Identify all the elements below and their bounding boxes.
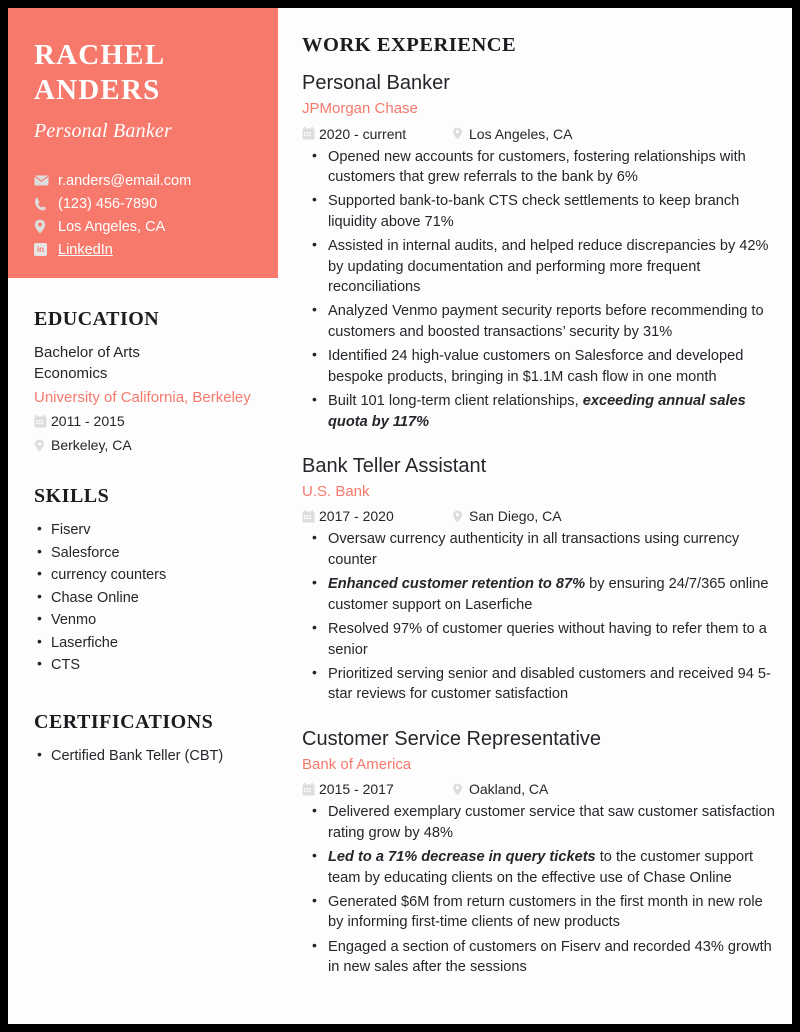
calendar-icon [302,127,319,140]
list-item: • Supported bank-to-bank CTS check settlements to keep branch liquidity above 71% [302,191,780,232]
work-experience-heading: WORK EXPERIENCE [302,34,517,56]
list-item: • Generated $6M from return customers in the first month in new role by informing first-time clients of new products [302,892,780,933]
certifications-list [34,745,252,767]
list-item [302,847,780,888]
linkedin-icon: in [34,243,53,256]
certifications-heading: CERTIFICATIONS [34,710,214,733]
job-title: Customer Service Representative [302,727,602,750]
list-item: • Prioritized serving senior and disabled customers and received 94 5-star reviews for customer satisfaction [302,664,780,705]
job-meta [302,779,780,799]
contact-location [34,216,252,238]
job-dates: 2020 - current [319,125,407,142]
resume-page [8,8,792,1024]
work-experience-section [302,8,780,1000]
list-item: • Venmo [34,609,252,631]
job-entry [302,454,780,705]
list-item: • Assisted in internal audits, and helped reduce discrepancies by 42% by updating documentation and performing more frequent reconciliations [302,236,780,297]
education-location: Berkeley, CA [51,437,132,454]
first-name: RACHEL [34,39,166,71]
contact-email-text: r.anders@email.com [58,172,192,189]
bullet-emphasis: Enhanced customer retention to 87% [328,576,586,593]
list-item: • Engaged a section of customers on Fiserv and recorded 43% growth in new sales after the sessions [302,937,780,978]
education-dates-row [34,411,252,431]
job-bullets [302,802,780,977]
education-dates: 2011 - 2015 [51,413,125,430]
contact-phone[interactable] [34,193,252,215]
list-item: • Chase Online [34,587,252,609]
headline: Personal Banker [34,119,172,142]
bullet-lead: Built 101 long-term client relationships, [328,393,583,410]
envelope-icon [34,175,53,186]
job-meta [302,506,780,526]
location-pin-icon [34,439,51,452]
job-location: Oakland, CA [469,781,549,798]
list-item [302,391,780,432]
job-company: JPMorgan Chase [302,100,418,117]
job-entry [302,71,780,432]
location-pin-icon [452,783,469,796]
job-entry [302,727,780,978]
certifications-section [34,711,252,767]
contact-phone-text: (123) 456-7890 [58,195,158,212]
list-item: • Oversaw currency authenticity in all transactions using currency counter [302,529,780,570]
list-item: • Certified Bank Teller (CBT) [34,745,252,767]
sidebar [8,8,278,1024]
contact-linkedin[interactable] [34,239,252,261]
list-item: • CTS [34,654,252,676]
job-company: U.S. Bank [302,482,370,500]
job-meta [302,124,780,144]
education-degree-line1: Bachelor of Arts [34,344,140,361]
calendar-icon [302,783,319,796]
location-pin-icon [34,219,53,234]
education-section [34,308,252,455]
calendar-icon [34,415,51,428]
list-item: • Delivered exemplary customer service that saw customer satisfaction rating grow by 48% [302,802,780,843]
calendar-icon [302,510,319,523]
contact-list [34,170,252,261]
job-location: Los Angeles, CA [469,125,573,142]
list-item: • Fiserv [34,519,252,541]
list-item: • Identified 24 high-value customers on Salesforce and developed bespoke products, bringing in $1.1M cash flow in one month [302,346,780,387]
list-item: • Salesforce [34,542,252,564]
last-name: ANDERS [34,74,161,107]
education-degree-line2: Economics [34,365,108,383]
job-dates: 2017 - 2020 [319,508,394,525]
skills-heading: SKILLS [34,485,110,508]
location-pin-icon [452,127,469,140]
bullet-tail: by ensuring 24/7/365 online customer support on Laserfiche [328,576,769,613]
location-pin-icon [452,510,469,523]
contact-email[interactable] [34,170,252,192]
bullet-emphasis: exceeding annual sales quota by 117% [328,393,746,430]
list-item [302,574,780,615]
education-location-row [34,435,252,455]
job-bullets [302,147,780,432]
list-item: • Analyzed Venmo payment security reports before recommending to customers and boosted transactions’ security by 31% [302,301,780,342]
contact-linkedin-text[interactable]: LinkedIn [58,241,113,258]
bullet-tail: to the customer support team by educating clients on the effective use of Chase Online [328,849,754,886]
job-company: Bank of America [302,755,412,773]
education-heading: EDUCATION [34,308,160,330]
job-bullets [302,529,780,704]
phone-icon [34,197,53,211]
list-item: • Laserfiche [34,632,252,654]
job-title: Bank Teller Assistant [302,454,487,477]
sidebar-header-block [8,8,278,278]
job-location: San Diego, CA [469,508,562,525]
bullet-emphasis: Led to a 71% decrease in query tickets [328,849,596,866]
list-item: • Opened new accounts for customers, fostering relationships with customers that grew referrals to the bank by 6% [302,147,780,188]
list-item: • Resolved 97% of customer queries without having to refer them to a senior [302,619,780,660]
job-title: Personal Banker [302,72,450,94]
sidebar-body [8,308,278,767]
skills-section [34,485,252,676]
skills-list [34,519,252,676]
contact-location-text: Los Angeles, CA [58,218,166,235]
education-school: University of California, Berkeley [34,388,251,406]
list-item: • currency counters [34,564,252,586]
job-dates: 2015 - 2017 [319,781,394,798]
